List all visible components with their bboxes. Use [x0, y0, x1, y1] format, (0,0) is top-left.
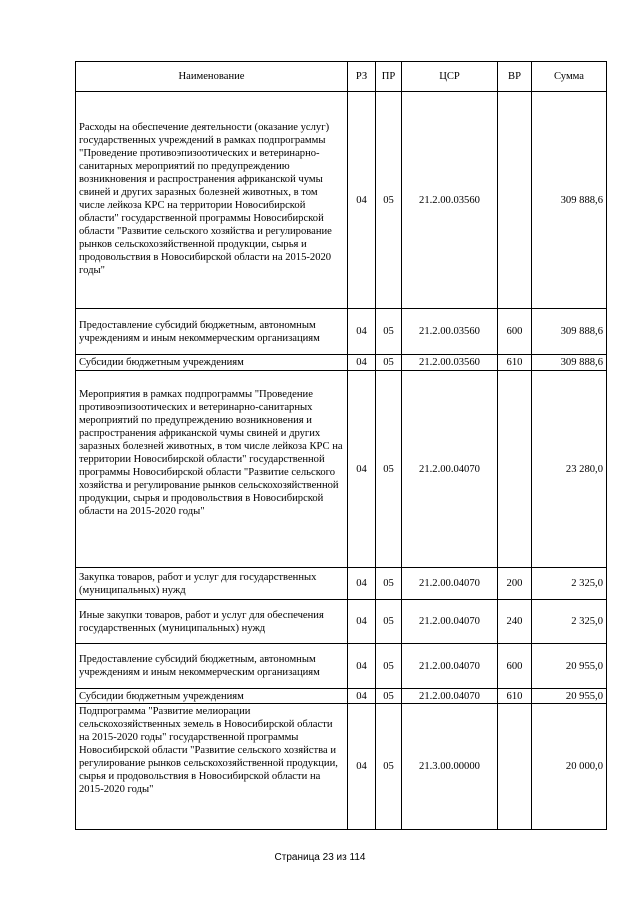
row-pr: 05 — [376, 704, 402, 830]
row-rz: 04 — [348, 568, 376, 600]
row-csr: 21.2.00.04070 — [402, 600, 498, 644]
row-name: Закупка товаров, работ и услуг для государственных (муниципальных) нужд — [76, 568, 348, 600]
row-sum: 2 325,0 — [532, 600, 607, 644]
row-vr: 200 — [498, 568, 532, 600]
table-row — [76, 704, 607, 830]
row-csr: 21.2.00.04070 — [402, 371, 498, 568]
row-sum: 2 325,0 — [532, 568, 607, 600]
row-vr: 610 — [498, 689, 532, 704]
row-vr — [498, 92, 532, 309]
row-rz: 04 — [348, 92, 376, 309]
row-rz: 04 — [348, 371, 376, 568]
row-vr: 240 — [498, 600, 532, 644]
row-csr: 21.2.00.03560 — [402, 92, 498, 309]
row-name: Субсидии бюджетным учреждениям — [76, 355, 348, 371]
row-csr: 21.2.00.04070 — [402, 568, 498, 600]
row-rz: 04 — [348, 309, 376, 355]
row-sum: 20 000,0 — [532, 704, 607, 830]
row-csr: 21.3.00.00000 — [402, 704, 498, 830]
header-name: Наименование — [76, 62, 348, 92]
table-row — [76, 600, 607, 644]
table-row — [76, 309, 607, 355]
row-csr: 21.2.00.04070 — [402, 689, 498, 704]
row-pr: 05 — [376, 309, 402, 355]
row-vr — [498, 371, 532, 568]
row-csr: 21.2.00.03560 — [402, 355, 498, 371]
row-rz: 04 — [348, 355, 376, 371]
row-vr: 600 — [498, 644, 532, 689]
row-sum: 309 888,6 — [532, 92, 607, 309]
row-name: Предоставление субсидий бюджетным, автономным учреждениям и иным некоммерческим организациям — [76, 309, 348, 355]
row-name: Иные закупки товаров, работ и услуг для обеспечения государственных (муниципальных) нужд — [76, 600, 348, 644]
header-rz: РЗ — [348, 62, 376, 92]
row-csr: 21.2.00.03560 — [402, 309, 498, 355]
row-name: Субсидии бюджетным учреждениям — [76, 689, 348, 704]
row-sum: 309 888,6 — [532, 309, 607, 355]
row-name: Расходы на обеспечение деятельности (оказание услуг) государственных учреждений в рамках подпрограммы "Проведение противоэпизоотических и ветеринарно-санитарных мероприятий по предупреждению возникновения и распространения африканской чумы свиней и других заразных болезней животных, в том числе лейкоза КРС на территории Новосибирской области" государственной программы Новосибирской области "Развитие сельского хозяйства и регулирование рынков сельскохозяйственной продукции, сырья и продовольствия в Новосибирской области на 2015-2020 годы" — [76, 92, 348, 309]
row-name: Мероприятия в рамках подпрограммы "Проведение противоэпизоотических и ветеринарно-санитарных мероприятий по предупреждению возникновения и распространения африканской чумы свиней и других заразных болезней животных, в том числе лейкоза КРС на территории Новосибирской области" государственной программы Новосибирской области "Развитие сельского хозяйства и регулирование рынков сельскохозяйственной продукции, сырья и продовольствия в Новосибирской области на 2015-2020 годы" — [76, 371, 348, 568]
row-pr: 05 — [376, 644, 402, 689]
row-pr: 05 — [376, 355, 402, 371]
row-vr — [498, 704, 532, 830]
row-vr: 600 — [498, 309, 532, 355]
header-vr: ВР — [498, 62, 532, 92]
header-sum: Сумма — [532, 62, 607, 92]
row-sum: 20 955,0 — [532, 644, 607, 689]
row-pr: 05 — [376, 600, 402, 644]
budget-table — [75, 61, 607, 830]
row-rz: 04 — [348, 600, 376, 644]
header-csr: ЦСР — [402, 62, 498, 92]
table-row — [76, 644, 607, 689]
table-row — [76, 568, 607, 600]
row-name: Подпрограмма "Развитие мелиорации сельскохозяйственных земель в Новосибирской области на 2015-2020 годы" государственной программы Новосибирской области "Развитие сельского хозяйства и регулирование рынков сельскохозяйственной продукции, сырья и продовольствия в Новосибирской области на 2015-2020 годы" — [76, 704, 348, 830]
page-number: Страница 23 из 114 — [274, 852, 366, 863]
row-pr: 05 — [376, 689, 402, 704]
row-rz: 04 — [348, 689, 376, 704]
row-rz: 04 — [348, 644, 376, 689]
table-row — [76, 355, 607, 371]
row-rz: 04 — [348, 704, 376, 830]
row-csr: 21.2.00.04070 — [402, 644, 498, 689]
row-vr: 610 — [498, 355, 532, 371]
row-sum: 20 955,0 — [532, 689, 607, 704]
table-row — [76, 92, 607, 309]
header-pr: ПР — [376, 62, 402, 92]
row-pr: 05 — [376, 568, 402, 600]
row-pr: 05 — [376, 371, 402, 568]
row-sum: 309 888,6 — [532, 355, 607, 371]
table-row — [76, 371, 607, 568]
table-header-row — [76, 62, 607, 92]
row-pr: 05 — [376, 92, 402, 309]
row-name: Предоставление субсидий бюджетным, автономным учреждениям и иным некоммерческим организациям — [76, 644, 348, 689]
row-sum: 23 280,0 — [532, 371, 607, 568]
table-row — [76, 689, 607, 704]
